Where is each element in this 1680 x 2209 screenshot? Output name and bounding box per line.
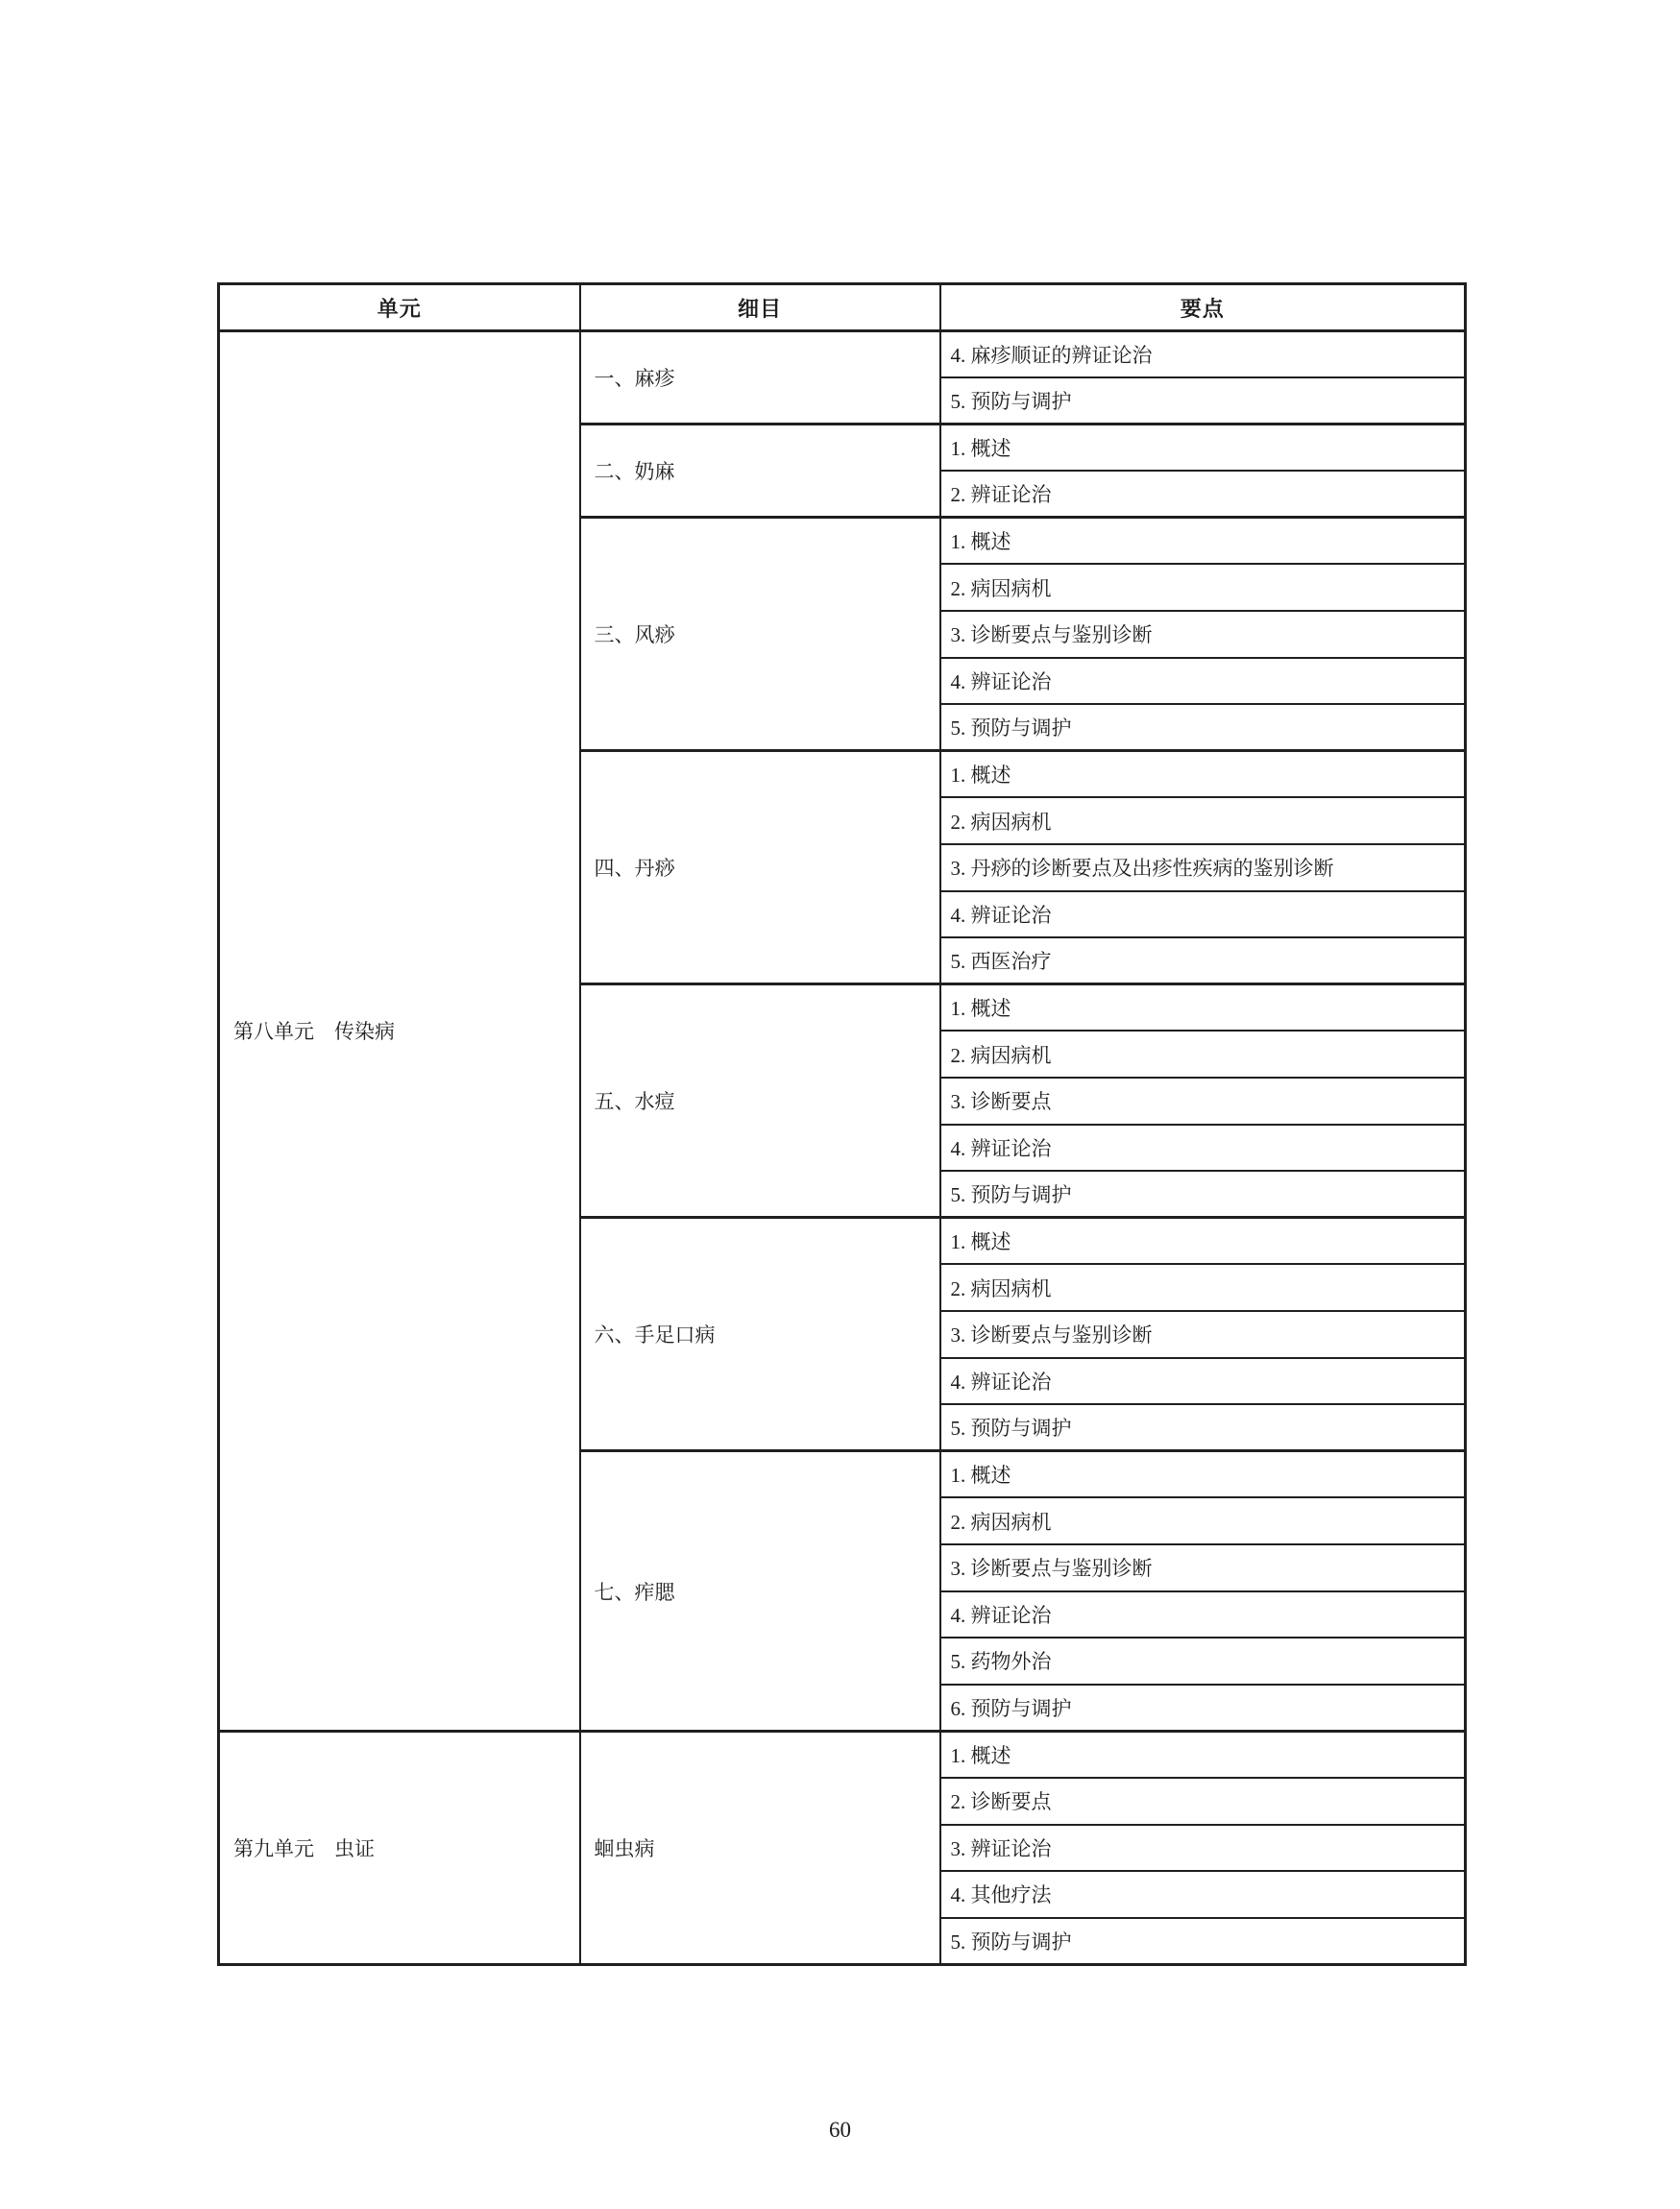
point-cell: 1. 概述 (940, 984, 1466, 1032)
item-cell: 七、痄腮 (580, 1451, 940, 1732)
point-cell: 1. 概述 (940, 751, 1466, 798)
item-cell: 一、麻疹 (580, 331, 940, 425)
point-cell: 2. 病因病机 (940, 797, 1466, 844)
point-cell: 1. 概述 (940, 1731, 1466, 1778)
point-cell: 4. 辨证论治 (940, 658, 1466, 705)
point-cell: 4. 辨证论治 (940, 891, 1466, 938)
point-cell: 4. 辨证论治 (940, 1358, 1466, 1405)
item-cell: 六、手足口病 (580, 1218, 940, 1451)
unit-cell: 第八单元 传染病 (219, 331, 580, 1732)
point-cell: 3. 丹痧的诊断要点及出疹性疾病的鉴别诊断 (940, 844, 1466, 891)
table-row (219, 331, 1466, 378)
item-cell: 四、丹痧 (580, 751, 940, 984)
item-cell: 三、风痧 (580, 518, 940, 751)
point-cell: 2. 病因病机 (940, 1264, 1466, 1311)
page-number: 60 (829, 2118, 851, 2142)
unit-cell: 第九单元 虫证 (219, 1731, 580, 1964)
point-cell: 1. 概述 (940, 425, 1466, 472)
point-cell: 3. 辨证论治 (940, 1825, 1466, 1872)
column-header-item: 细目 (580, 284, 940, 331)
point-cell: 2. 病因病机 (940, 1031, 1466, 1078)
table-body (219, 331, 1466, 1965)
point-cell: 5. 预防与调护 (940, 1918, 1466, 1965)
item-cell: 五、水痘 (580, 984, 940, 1218)
column-header-points: 要点 (940, 284, 1466, 331)
point-cell: 3. 诊断要点 (940, 1078, 1466, 1125)
point-cell: 5. 预防与调护 (940, 1404, 1466, 1451)
point-cell: 3. 诊断要点与鉴别诊断 (940, 1544, 1466, 1591)
point-cell: 1. 概述 (940, 518, 1466, 565)
point-cell: 5. 西医治疗 (940, 937, 1466, 984)
point-cell: 6. 预防与调护 (940, 1685, 1466, 1732)
point-cell: 4. 辨证论治 (940, 1125, 1466, 1172)
point-cell: 4. 辨证论治 (940, 1591, 1466, 1639)
point-cell: 2. 病因病机 (940, 1497, 1466, 1544)
point-cell: 2. 辨证论治 (940, 471, 1466, 518)
point-cell: 1. 概述 (940, 1218, 1466, 1265)
point-cell: 1. 概述 (940, 1451, 1466, 1498)
table-row (219, 1731, 1466, 1778)
table-header-row (219, 284, 1466, 331)
point-cell: 3. 诊断要点与鉴别诊断 (940, 1311, 1466, 1358)
item-cell: 蛔虫病 (580, 1731, 940, 1964)
item-cell: 二、奶麻 (580, 425, 940, 518)
column-header-unit: 单元 (219, 284, 580, 331)
point-cell: 5. 预防与调护 (940, 1171, 1466, 1218)
point-cell: 5. 药物外治 (940, 1638, 1466, 1685)
point-cell: 2. 病因病机 (940, 564, 1466, 611)
point-cell: 2. 诊断要点 (940, 1778, 1466, 1825)
syllabus-table (217, 282, 1467, 1966)
point-cell: 5. 预防与调护 (940, 377, 1466, 425)
point-cell: 5. 预防与调护 (940, 704, 1466, 751)
point-cell: 4. 其他疗法 (940, 1871, 1466, 1918)
point-cell: 4. 麻疹顺证的辨证论治 (940, 331, 1466, 378)
point-cell: 3. 诊断要点与鉴别诊断 (940, 611, 1466, 658)
